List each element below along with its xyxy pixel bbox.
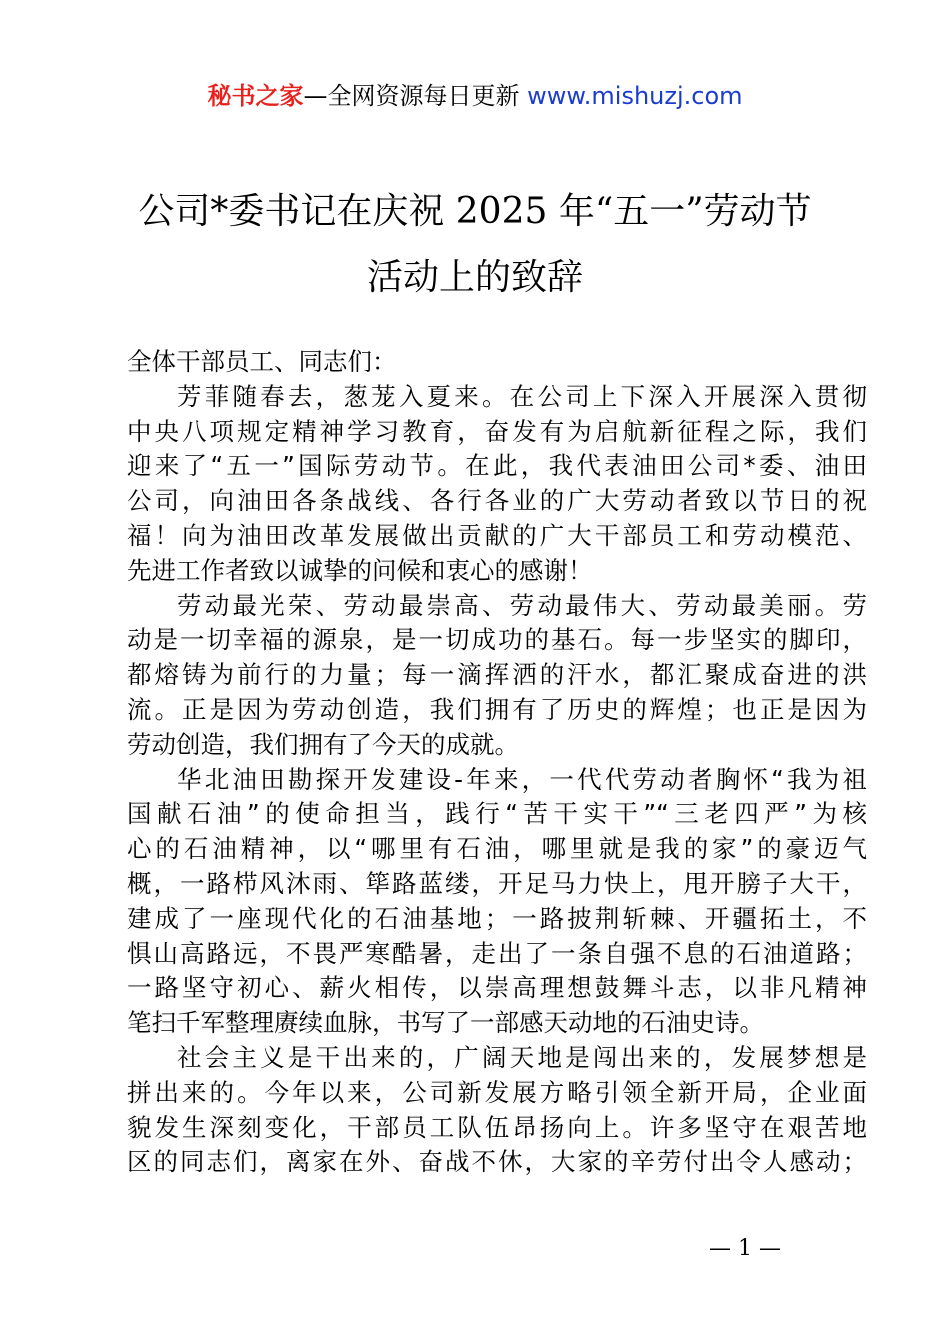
paragraph-line: 建成了一座现代化的石油基地；一路披荆斩棘、开疆拓土，不	[127, 903, 867, 933]
document-body	[127, 345, 867, 1180]
document-title-line-2: 活动上的致辞	[366, 257, 583, 298]
paragraph-line: 社会主义是干出来的，广阔天地是闯出来的，发展梦想是	[177, 1042, 867, 1072]
paragraph-line: 公司，向油田各条战线、各行各业的广大劳动者致以节日的祝	[127, 486, 867, 516]
paragraph-line: 貌发生深刻变化，干部员工队伍昂扬向上。许多坚守在艰苦地	[127, 1112, 867, 1142]
site-tagline: —全网资源每日更新	[303, 82, 528, 110]
paragraph-line: 拼出来的。今年以来，公司新发展方略引领全新开局，企业面	[127, 1077, 867, 1107]
paragraph-4	[127, 1041, 867, 1180]
paragraph-line: 芳菲随春去，葱茏入夏来。在公司上下深入开展深入贯彻	[177, 381, 867, 411]
paragraph-line: 惧山高路远，不畏严寒酷暑，走出了一条自强不息的石油道路；	[127, 938, 867, 968]
page-number: — 1 —	[709, 1236, 781, 1261]
paragraph-line: 福！向为油田改革发展做出贡献的广大干部员工和劳动模范、	[127, 520, 867, 550]
paragraph-line: 动是一切幸福的源泉，是一切成功的基石。每一步坚实的脚印，	[127, 625, 867, 655]
paragraph-line: 中央八项规定精神学习教育，奋发有为启航新征程之际，我们	[127, 416, 867, 446]
paragraph-line: 迎来了“五一”国际劳动节。在此，我代表油田公司*委、油田	[127, 451, 867, 481]
document-title-line-1: 公司*委书记在庆祝 2025 年“五一”劳动节	[138, 191, 812, 232]
paragraph-line: 区的同志们，离家在外、奋战不休，大家的辛劳付出令人感动；	[127, 1147, 867, 1177]
paragraph-3	[127, 763, 867, 1041]
paragraph-line: 一路坚守初心、薪火相传，以崇高理想鼓舞斗志，以非凡精神	[127, 973, 867, 1003]
paragraph-line: 笔扫千军整理赓续血脉，书写了一部感天动地的石油史诗。	[127, 1008, 764, 1038]
site-url-link[interactable]: www.mishuzj.com	[527, 82, 743, 110]
paragraph-line: 劳动最光荣、劳动最崇高、劳动最伟大、劳动最美丽。劳	[177, 590, 867, 620]
paragraph-line: 国献石油”的使命担当，践行“苦干实干”“三老四严”为核	[127, 799, 867, 829]
paragraph-2	[127, 589, 867, 763]
site-header	[0, 80, 950, 112]
site-brand: 秘书之家	[207, 82, 304, 110]
paragraph-line: 华北油田勘探开发建设-年来，一代代劳动者胸怀“我为祖	[177, 764, 867, 794]
paragraph-line: 心的石油精神，以“哪里有石油，哪里就是我的家”的豪迈气	[127, 834, 867, 864]
paragraph-line: 流。正是因为劳动创造，我们拥有了历史的辉煌；也正是因为	[127, 694, 867, 724]
paragraph-line: 都熔铸为前行的力量；每一滴挥洒的汗水，都汇聚成奋进的洪	[127, 660, 867, 690]
paragraph-line: 劳动创造，我们拥有了今天的成就。	[127, 729, 519, 759]
paragraph-1	[127, 380, 867, 589]
salutation: 全体干部员工、同志们：	[127, 347, 397, 376]
paragraph-line: 概，一路栉风沐雨、筚路蓝缕，开足马力快上，甩开膀子大干，	[127, 868, 867, 898]
paragraph-line: 先进工作者致以诚挚的问候和衷心的感谢！	[127, 555, 593, 585]
